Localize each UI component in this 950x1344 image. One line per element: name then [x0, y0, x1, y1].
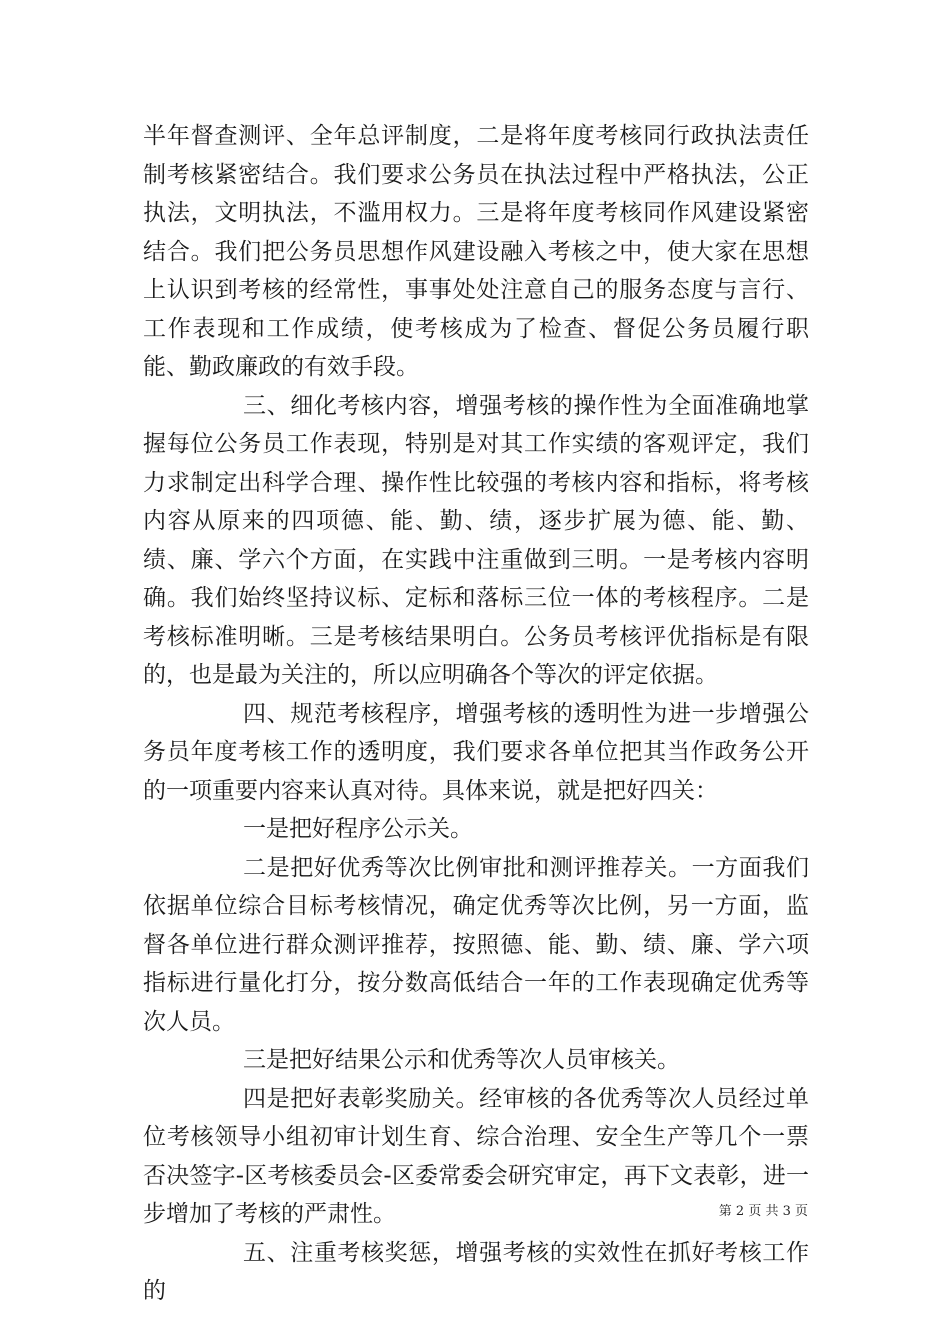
paragraph-item-two: 二是把好优秀等次比例审批和测评推荐关。一方面我们依据单位综合目标考核情况，确定优秀等次比例，另一方面，监督各单位进行群众测评推荐，按照德、能、勤、绩、廉、学六项指标进行量化打分，按分数高低结合一年的工作表现确定优秀等次人员。: [143, 854, 809, 1035]
paragraph-item-one: 一是把好程序公示关。: [243, 816, 473, 842]
paragraph-continued: 半年督查测评、全年总评制度，二是将年度考核同行政执法责任制考核紧密结合。我们要求公务员在执法过程中严格执法，公正执法，文明执法，不滥用权力。三是将年度考核同作风建设紧密结合。我们把公务员思想作风建设融入考核之中，使大家在思想上认识到考核的经常性，事事处处注意自己的服务态度与言行、工作表现和工作成绩，使考核成为了检查、督促公务员履行职能、勤政廉政的有效手段。: [143, 123, 809, 380]
paragraph-item-three: 三是把好结果公示和优秀等次人员审核关。: [243, 1047, 680, 1073]
paragraph-item-four: 四是把好表彰奖励关。经审核的各优秀等次人员经过单位考核领导小组初审计划生育、综合治理、安全生产等几个一票否决签字-区考核委员会-区委常委会研究审定，再下文表彰，进一步增加了考核的严肃性。: [143, 1085, 809, 1227]
paragraph-section-four: 四、规范考核程序，增强考核的透明性为进一步增强公务员年度考核工作的透明度，我们要求各单位把其当作政务公开的一项重要内容来认真对待。具体来说，就是把好四关：: [143, 700, 809, 804]
paragraph-section-five: 五、注重考核奖惩，增强考核的实效性在抓好考核工作的: [143, 1239, 809, 1304]
page-number-footer: 第 2 页 共 3 页: [718, 1204, 808, 1219]
paragraph-section-three: 三、细化考核内容，增强考核的操作性为全面准确地掌握每位公务员工作表现，特别是对其工作实绩的客观评定，我们力求制定出科学合理、操作性比较强的考核内容和指标，将考核内容从原来的四项德、能、勤、绩，逐步扩展为德、能、勤、绩、廉、学六个方面，在实践中注重做到三明。一是考核内容明确。我们始终坚持议标、定标和落标三位一体的考核程序。二是考核标准明晰。三是考核结果明白。公务员考核评优指标是有限的，也是最为关注的，所以应明确各个等次的评定依据。: [143, 392, 809, 688]
body-text: [143, 117, 809, 1311]
